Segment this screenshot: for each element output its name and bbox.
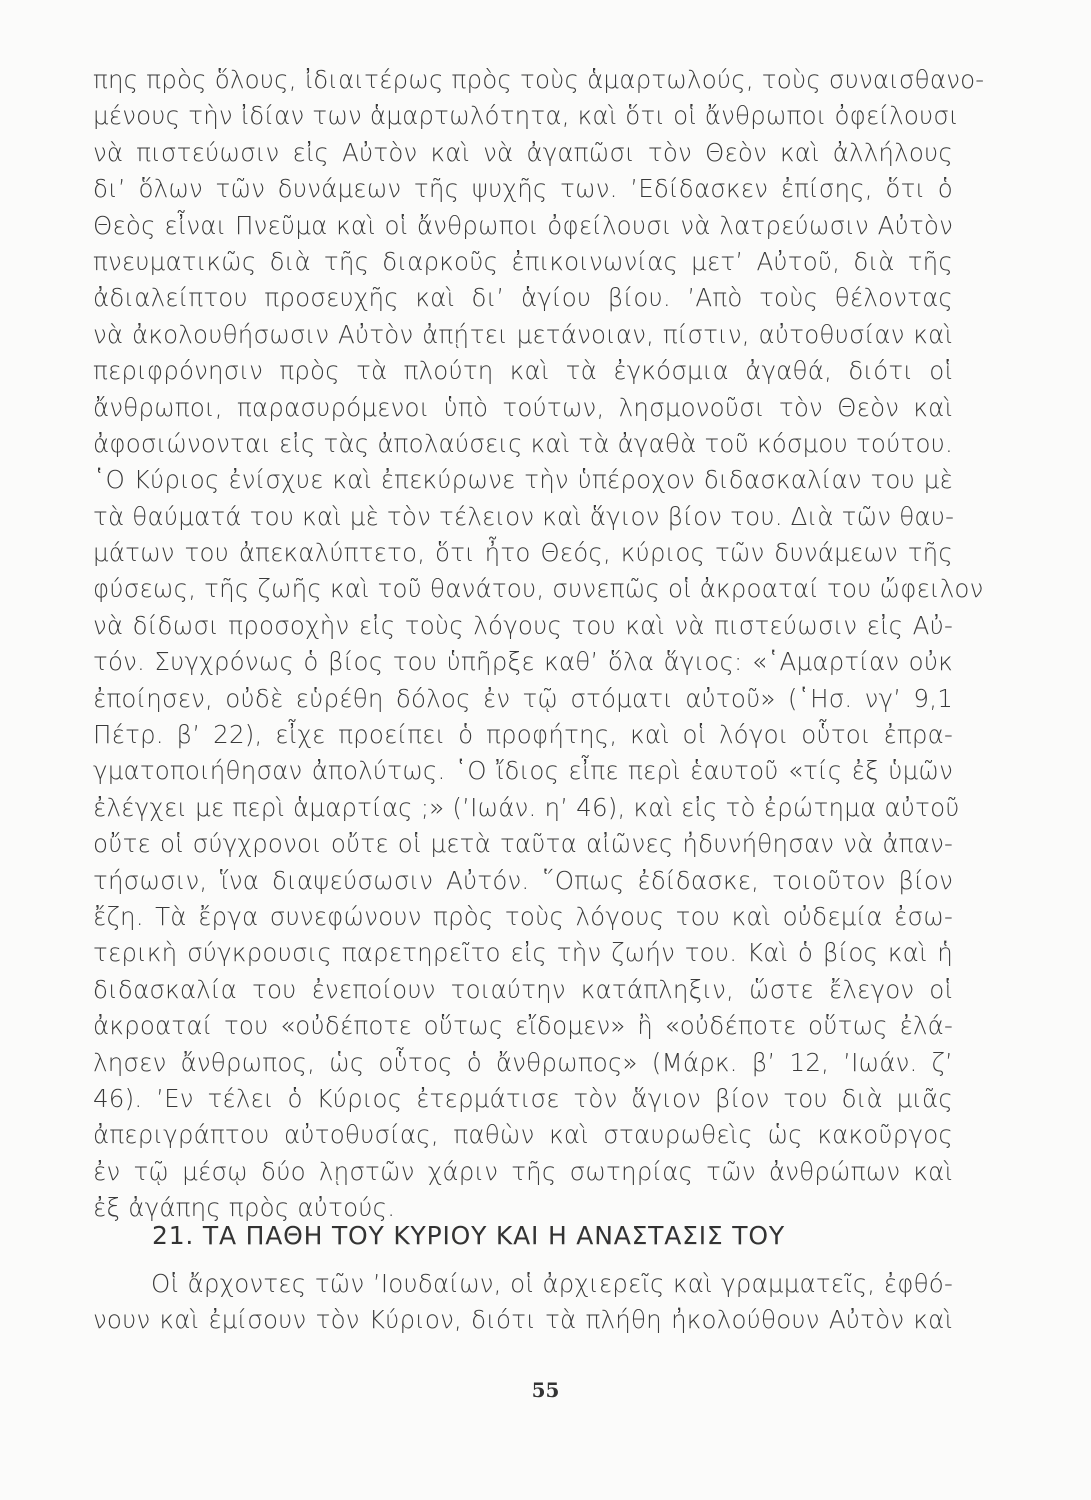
text-line: οὔτε οἱ σύγχρονοι οὔτε οἱ μετὰ ταῦτα αἰῶνες ἠδυνήθησαν νὰ ἀπαν-	[93, 829, 953, 859]
body-paragraph	[93, 62, 985, 1227]
text-line: διδασκαλία του ἐνεποίουν τοιαύτην κατάπληξιν, ὥστε ἔλεγον οἱ	[93, 974, 953, 1004]
text-line: νουν καὶ ἐμίσουν τὸν Κύριον, διότι τὰ πλήθη ἠκολούθουν Αὐτὸν καὶ	[93, 1305, 953, 1335]
section-paragraph	[93, 1266, 953, 1339]
page-number: 55	[531, 1378, 560, 1402]
text-line: φύσεως, τῆς ζωῆς καὶ τοῦ θανάτου, συνεπῶς οἱ ἀκροαταί του ὤφειλον	[93, 574, 984, 604]
text-line: μένους τὴν ἰδίαν των ἁμαρτωλότητα, καὶ ὅτι οἱ ἄνθρωποι ὀφείλουσι	[93, 101, 959, 131]
text-line: ἐποίησεν, οὐδὲ εὑρέθη δόλος ἐν τῷ στόματι αὐτοῦ» (῾Ησ. νγ’ 9,1	[93, 683, 953, 713]
text-line: Πέτρ. β’ 22), εἶχε προείπει ὁ προφήτης, καὶ οἱ λόγοι οὗτοι ἐπρα-	[93, 720, 953, 750]
text-line: ἀπεριγράπτου αὐτοθυσίας, παθὼν καὶ σταυρωθεὶς ὡς κακοῦργος	[93, 1120, 953, 1150]
text-line: νὰ πιστεύωσιν εἰς Αὐτὸν καὶ νὰ ἀγαπῶσι τὸν Θεὸν καὶ ἀλλήλους	[93, 137, 953, 167]
text-line: τὰ θαύματά του καὶ μὲ τὸν τέλειον καὶ ἅγιον βίον του. Διὰ τῶν θαυ-	[93, 501, 955, 531]
text-line: ἀφοσιώνονται εἰς τὰς ἀπολαύσεις καὶ τὰ ἀγαθὰ τοῦ κόσμου τούτου.	[93, 428, 953, 458]
text-line: ἐλέγχει με περὶ ἁμαρτίας ;» (’Ιωάν. η’ 46), καὶ εἰς τὸ ἐρώτημα αὐτοῦ	[93, 792, 960, 822]
text-line: ἀδιαλείπτου προσευχῆς καὶ δι’ ἁγίου βίου. ’Απὸ τοὺς θέλοντας	[93, 283, 953, 313]
text-line: Οἱ ἄρχοντες τῶν ’Ιουδαίων, οἱ ἀρχιερεῖς καὶ γραμματεῖς, ἐφθό-	[151, 1269, 953, 1298]
text-line: λησεν ἄνθρωπος, ὡς οὗτος ὁ ἄνθρωπος» (Μάρκ. β’ 12, ’Ιωάν. ζ’	[93, 1047, 953, 1077]
text-line: νὰ δίδωσι προσοχὴν εἰς τοὺς λόγους του καὶ νὰ πιστεύωσιν εἰς Αὐ-	[93, 610, 953, 640]
text-line: ἀκροαταί του «οὐδέποτε οὕτως εἴδομεν» ἢ «οὐδέποτε οὕτως ἐλά-	[93, 1011, 953, 1041]
text-line: νὰ ἀκολουθήσωσιν Αὐτὸν ἀπῄτει μετάνοιαν, πίστιν, αὐτοθυσίαν καὶ	[93, 319, 953, 349]
text-line: τόν. Συγχρόνως ὁ βίος του ὑπῆρξε καθ’ ὅλα ἅγιος: «῾Αμαρτίαν οὐκ	[93, 647, 953, 677]
text-line: τερικὴ σύγκρουσις παρετηρεῖτο εἰς τὴν ζωήν του. Καὶ ὁ βίος καὶ ἡ	[93, 938, 953, 968]
text-line: 46). ’Εν τέλει ὁ Κύριος ἐτερμάτισε τὸν ἅγιον βίον του διὰ μιᾶς	[93, 1083, 953, 1113]
text-line: ἐξ ἀγάπης πρὸς αὐτούς.	[93, 1193, 396, 1223]
text-line: ἐν τῷ μέσῳ δύο λῃστῶν χάριν τῆς σωτηρίας τῶν ἀνθρώπων καὶ	[93, 1156, 953, 1186]
text-line: μάτων του ἀπεκαλύπτετο, ὅτι ἦτο Θεός, κύριος τῶν δυνάμεων τῆς	[93, 538, 953, 568]
section-heading: 21. ΤΑ ΠΑΘΗ ΤΟΥ ΚΥΡΙΟΥ ΚΑΙ Η ΑΝΑΣΤΑΣΙΣ ΤΟΥ	[152, 1221, 785, 1250]
text-line: ῾Ο Κύριος ἐνίσχυε καὶ ἐπεκύρωνε τὴν ὑπέροχον διδασκαλίαν του μὲ	[93, 465, 953, 495]
text-line: πνευματικῶς διὰ τῆς διαρκοῦς ἐπικοινωνίας μετ’ Αὐτοῦ, διὰ τῆς	[93, 246, 953, 276]
text-line: περιφρόνησιν πρὸς τὰ πλούτη καὶ τὰ ἐγκόσμια ἀγαθά, διότι οἱ	[93, 356, 953, 386]
text-line: δι’ ὅλων τῶν δυνάμεων τῆς ψυχῆς των. ’Εδίδασκεν ἐπίσης, ὅτι ὁ	[93, 174, 953, 204]
text-line: ἔζη. Τὰ ἔργα συνεφώνουν πρὸς τοὺς λόγους του καὶ οὐδεμία ἐσω-	[93, 901, 953, 931]
text-line: τήσωσιν, ἵνα διαψεύσωσιν Αὐτόν. ῞Οπως ἐδίδασκε, τοιοῦτον βίον	[93, 865, 953, 895]
text-line: ἄνθρωποι, παρασυρόμενοι ὑπὸ τούτων, λησμονοῦσι τὸν Θεὸν καὶ	[93, 392, 953, 422]
text-line: γματοποιήθησαν ἀπολύτως. ῾Ο ἴδιος εἶπε περὶ ἑαυτοῦ «τίς ἐξ ὑμῶν	[93, 756, 953, 786]
text-line: Θεὸς εἶναι Πνεῦμα καὶ οἱ ἄνθρωποι ὀφείλουσι νὰ λατρεύωσιν Αὐτὸν	[93, 210, 953, 240]
text-line: πης πρὸς ὅλους, ἰδιαιτέρως πρὸς τοὺς ἁμαρτωλούς, τοὺς συναισθανο-	[93, 65, 985, 94]
